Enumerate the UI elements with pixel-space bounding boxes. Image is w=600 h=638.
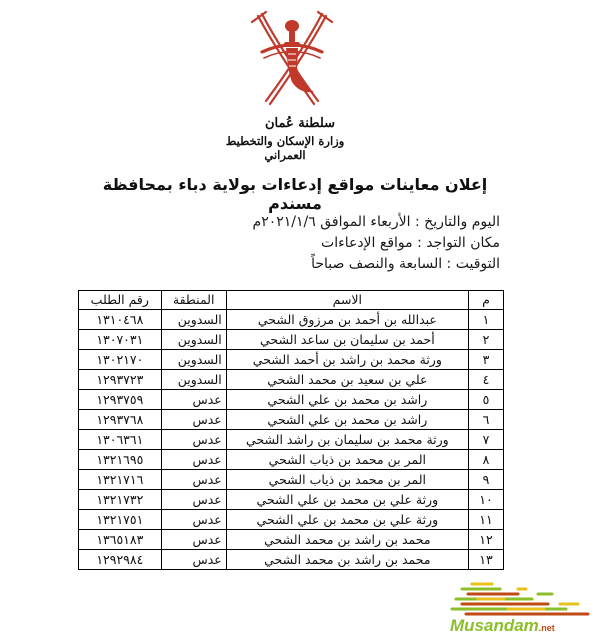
- musandam-logo: [448, 576, 596, 634]
- row-region: عدس: [161, 450, 226, 470]
- row-name: علي بن سعيد بن محمد الشحي: [226, 370, 468, 390]
- row-request: ١٣٠٦٣٦١: [79, 430, 162, 450]
- logo-suffix: .net: [538, 623, 555, 633]
- row-name: راشد بن محمد بن علي الشحي: [226, 390, 468, 410]
- row-region: عدس: [161, 430, 226, 450]
- row-request: ١٣٢١٧٣٢: [79, 490, 162, 510]
- table-header-row: [79, 291, 504, 310]
- row-request: ١٣٦٥١٨٣: [79, 530, 162, 550]
- row-num: ٨: [468, 450, 503, 470]
- row-region: عدس: [161, 390, 226, 410]
- row-name: ورثة علي بن محمد بن علي الشحي: [226, 510, 468, 530]
- row-request: ١٣٢١٧١٦: [79, 470, 162, 490]
- row-region: عدس: [161, 470, 226, 490]
- row-region: عدس: [161, 550, 226, 570]
- row-region: عدس: [161, 410, 226, 430]
- table-row: [79, 510, 504, 530]
- row-region: السدوين: [161, 330, 226, 350]
- row-name: عبدالله بن أحمد بن مرزوق الشحي: [226, 310, 468, 330]
- row-num: ١: [468, 310, 503, 330]
- row-region: عدس: [161, 530, 226, 550]
- table-row: [79, 530, 504, 550]
- info-location: مكان التواجد : مواقع الإدعاءات: [321, 235, 500, 251]
- row-num: ٢: [468, 330, 503, 350]
- table-row: [79, 350, 504, 370]
- row-name: محمد بن راشد بن محمد الشحي: [226, 530, 468, 550]
- row-num: ١٠: [468, 490, 503, 510]
- row-region: السدوين: [161, 370, 226, 390]
- row-name: ورثة محمد بن راشد بن أحمد الشحي: [226, 350, 468, 370]
- logo-stripes-icon: [448, 576, 596, 618]
- row-name: راشد بن محمد بن علي الشحي: [226, 410, 468, 430]
- info-time: التوقيت : السابعة والنصف صباحاً: [311, 256, 500, 272]
- applicants-table: [78, 290, 504, 570]
- row-region: السدوين: [161, 350, 226, 370]
- row-num: ٤: [468, 370, 503, 390]
- table-row: [79, 330, 504, 350]
- row-name: المر بن محمد بن ذياب الشحي: [226, 450, 468, 470]
- row-name: المر بن محمد بن ذياب الشحي: [226, 470, 468, 490]
- header-request: رقم الطلب: [79, 291, 162, 310]
- oman-emblem-icon: [248, 8, 336, 116]
- row-request: ١٣٢١٧٥١: [79, 510, 162, 530]
- row-num: ١١: [468, 510, 503, 530]
- row-request: ١٣١٠٤٦٨: [79, 310, 162, 330]
- table-row: [79, 550, 504, 570]
- row-request: ١٣٠٧٠٣١: [79, 330, 162, 350]
- sultanate-name: سلطنة عُمان: [264, 116, 336, 131]
- row-region: السدوين: [161, 310, 226, 330]
- logo-text: Musandam: [450, 616, 539, 635]
- row-num: ١٣: [468, 550, 503, 570]
- row-request: ١٢٩٣٧٢٣: [79, 370, 162, 390]
- row-name: محمد بن راشد بن محمد الشحي: [226, 550, 468, 570]
- row-name: ورثة محمد بن سليمان بن راشد الشحي: [226, 430, 468, 450]
- row-num: ٣: [468, 350, 503, 370]
- row-request: ١٢٩٣٧٥٩: [79, 390, 162, 410]
- logo-wordmark: [450, 616, 555, 636]
- row-region: عدس: [161, 510, 226, 530]
- header-name: الاسم: [226, 291, 468, 310]
- table-row: [79, 410, 504, 430]
- row-name: أحمد بن سليمان بن ساعد الشحي: [226, 330, 468, 350]
- header-region: المنطقة: [161, 291, 226, 310]
- table-row: [79, 490, 504, 510]
- ministry-name: وزارة الإسكان والتخطيط العمراني: [225, 134, 345, 162]
- row-num: ٦: [468, 410, 503, 430]
- table-row: [79, 470, 504, 490]
- row-region: عدس: [161, 490, 226, 510]
- table-row: [79, 370, 504, 390]
- row-num: ٥: [468, 390, 503, 410]
- table-row: [79, 310, 504, 330]
- row-num: ١٢: [468, 530, 503, 550]
- table-row: [79, 430, 504, 450]
- row-request: ١٣٢١٦٩٥: [79, 450, 162, 470]
- row-num: ٩: [468, 470, 503, 490]
- info-date: اليوم والتاريخ : الأربعاء الموافق ٢٠٢١/١/٦م: [252, 214, 500, 230]
- row-name: ورثة علي بن محمد بن علي الشحي: [226, 490, 468, 510]
- header-num: م: [468, 291, 503, 310]
- table-row: [79, 450, 504, 470]
- table-row: [79, 390, 504, 410]
- page-title: إعلان معاينات مواقع إدعاءات بولاية دباء بمحافظة مسندم: [102, 175, 488, 213]
- row-request: ١٢٩٣٧٦٨: [79, 410, 162, 430]
- row-num: ٧: [468, 430, 503, 450]
- row-request: ١٣٠٢١٧٠: [79, 350, 162, 370]
- row-request: ١٢٩٢٩٨٤: [79, 550, 162, 570]
